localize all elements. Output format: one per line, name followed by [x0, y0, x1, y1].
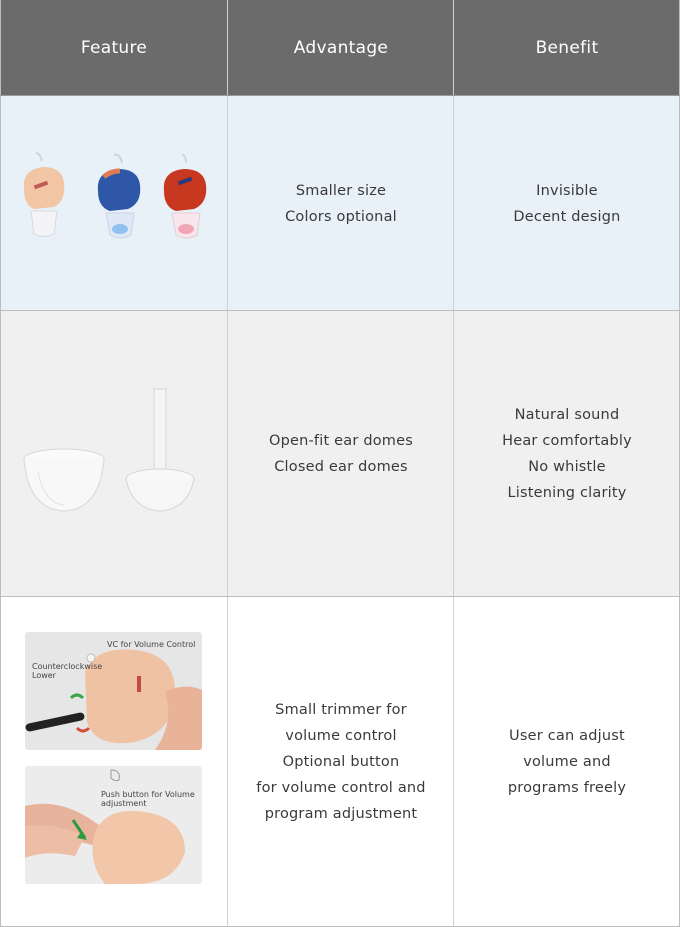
vc-label: VC for Volume Control [107, 640, 196, 649]
row1-feature-cell [0, 96, 228, 311]
column-divider [227, 0, 228, 927]
push-button-photo [25, 766, 202, 884]
column-divider [453, 0, 454, 927]
advantage-text: volume control [285, 728, 397, 744]
header-advantage: Advantage [228, 0, 454, 96]
advantage-text: Small trimmer for [275, 702, 407, 718]
row-divider [0, 95, 680, 96]
row2-advantage-cell [228, 311, 454, 597]
row2-benefit-cell [454, 311, 680, 597]
advantage-text: Smaller size [295, 182, 387, 199]
open-fit-dome [24, 449, 104, 511]
advantage-text: Colors optional [285, 208, 397, 225]
benefit-text: Hear comfortably [502, 433, 632, 449]
benefit-text: No whistle [528, 459, 606, 475]
row1-advantage-cell [228, 96, 454, 311]
header-benefit: Benefit [454, 0, 680, 96]
row3-advantage-cell [228, 597, 454, 927]
header-feature: Feature [0, 0, 228, 96]
advantage-text: Closed ear domes [274, 459, 408, 475]
closed-dome [126, 389, 194, 511]
advantage-text: Open-fit ear domes [268, 433, 414, 449]
push-button-label: Push button for Volume [101, 790, 195, 799]
row-divider [0, 596, 680, 597]
row-divider [0, 310, 680, 311]
benefit-text: Invisible [536, 182, 598, 199]
row2-feature-cell [0, 311, 228, 597]
volume-control-photo [25, 632, 202, 750]
advantage-text: program adjustment [264, 806, 418, 822]
benefit-text: Decent design [513, 208, 621, 225]
adjustment-label: adjustment [101, 799, 147, 808]
row3-benefit-cell [454, 597, 680, 927]
benefit-text: User can adjust [509, 728, 625, 744]
benefit-text: Natural sound [514, 407, 620, 423]
row3-feature-cell [0, 597, 228, 927]
advantage-text: Optional button [282, 754, 400, 770]
advantage-text: for volume control and [256, 780, 426, 796]
red-hearing-aid [164, 155, 206, 238]
row1-benefit-cell [454, 96, 680, 311]
ear-domes-image [14, 379, 214, 529]
blue-hearing-aid [98, 154, 140, 237]
benefit-text: programs freely [507, 780, 627, 796]
counterclockwise-label: Counterclockwise [32, 662, 103, 671]
benefit-text: volume and [523, 754, 611, 770]
lower-label: Lower [32, 671, 56, 680]
benefit-text: Listening clarity [507, 485, 627, 501]
hearing-aids-image [14, 149, 214, 259]
beige-hearing-aid [24, 153, 64, 237]
table-border [0, 0, 1, 927]
